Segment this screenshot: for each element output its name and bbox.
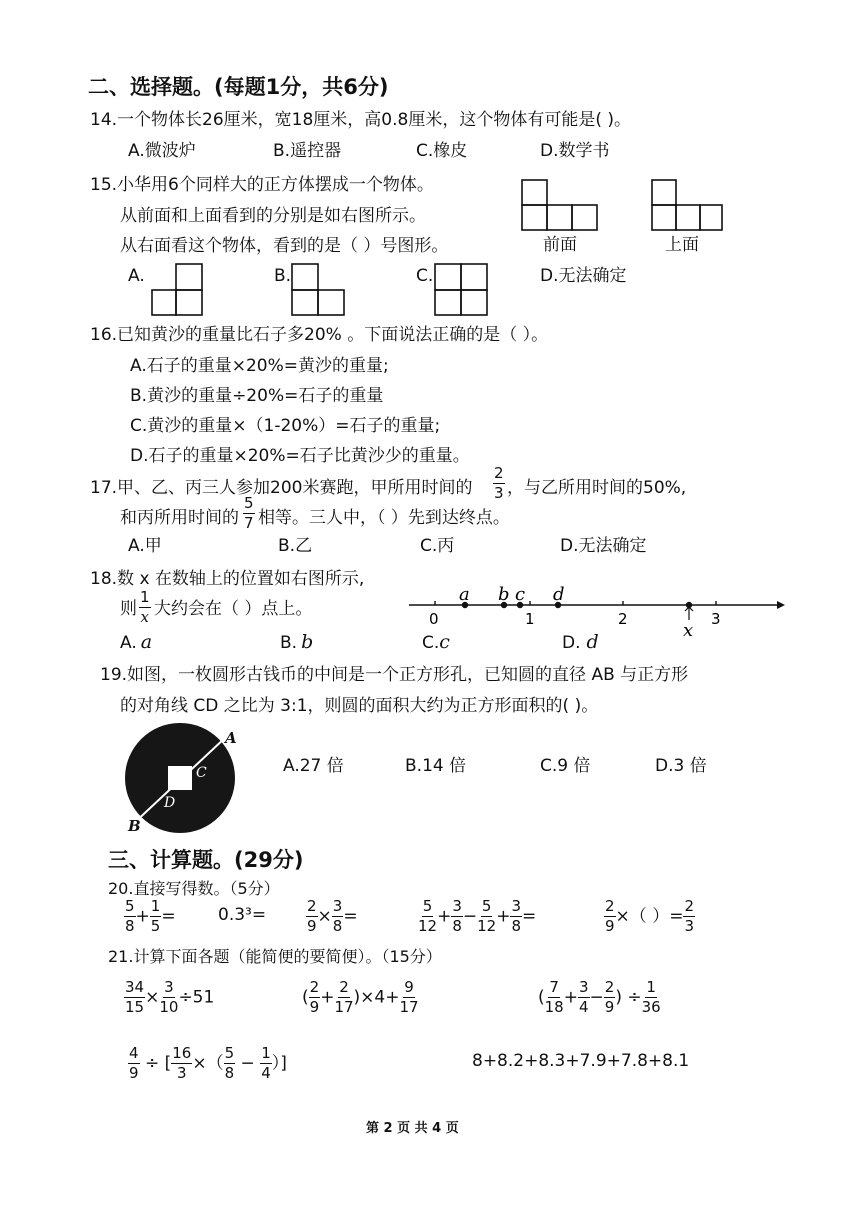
question-19-line2: 的对角线 CD 之比为 3:1，则圆的面积大约为正方形面积的( )。 — [120, 696, 599, 716]
q14-option-d: D.数学书 — [540, 141, 610, 161]
tick-label-3: 3 — [711, 610, 721, 628]
q18-option-b-var: b — [301, 631, 314, 653]
front-view-label: 前面 — [543, 235, 577, 255]
q16-option-a: A.石子的重量×20%=黄沙的重量; — [130, 356, 389, 376]
q18-option-c-var: c — [439, 631, 450, 653]
q18-option-b: B. b — [280, 631, 314, 653]
q20-item-3: $\frac{2}{9}$ × $\frac{3}{8}$ = — [307, 897, 358, 935]
q18-option-d-var: d — [586, 631, 599, 653]
tick-label-1: 1 — [525, 610, 535, 628]
q21-e2-tail: ×4+ — [360, 987, 400, 1008]
q18-frac-numerator: 1 — [140, 588, 150, 606]
q16-option-d: D.石子的重量×20%=石子比黄沙少的重量。 — [130, 446, 470, 466]
q18-option-a: A. a — [120, 631, 153, 653]
q19-option-b: B.14 倍 — [405, 756, 467, 776]
q21-expr-1: $\frac{34}{15}$ × $\frac{3}{10}$ ÷51 — [125, 978, 215, 1016]
label-c: C — [196, 765, 207, 781]
point-label-b: b — [498, 584, 510, 605]
q20-item5-mid: ×（ ）= — [615, 906, 684, 927]
point-label-a: a — [459, 584, 470, 605]
q17-frac2-denominator: 7 — [244, 514, 254, 532]
page-footer: 第 2 页 共 4 页 — [366, 1121, 459, 1136]
q20-item-2: 0.3³= — [218, 905, 267, 925]
q19-option-a: A.27 倍 — [283, 756, 344, 776]
q19-option-d: D.3 倍 — [655, 756, 707, 776]
point-label-x: x — [683, 620, 694, 641]
q15-option-b-figure — [290, 262, 350, 318]
q15-option-d: D.无法确定 — [540, 266, 627, 286]
q18-option-c: C.c — [422, 631, 450, 653]
section-title-calc: 三、计算题。(29分) — [108, 848, 304, 872]
tick-label-0: 0 — [429, 610, 439, 628]
q15-option-a: A. — [128, 266, 145, 286]
tick-label-2: 2 — [618, 610, 628, 628]
q20-item-1: $\frac{5}{8}$ + $\frac{1}{5}$ = — [125, 897, 176, 935]
label-b: B — [128, 817, 141, 835]
question-18-stem: 18.数 x 在数轴上的位置如右图所示, — [90, 569, 365, 589]
q15-option-c-figure — [433, 262, 493, 318]
question-14-stem: 14.一个物体长26厘米，宽18厘米，高0.8厘米，这个物体有可能是( )。 — [90, 110, 632, 130]
q17-fraction-two-thirds — [493, 466, 505, 501]
q14-option-b: B.遥控器 — [273, 141, 342, 161]
q18-option-d: D. d — [562, 631, 599, 653]
q20-item-4: $\frac{5}{12}$ + $\frac{3}{8}$ − $\frac{5}{12}$ + $\frac{3}{8}$ = — [418, 897, 537, 935]
question-21-title: 21.计算下面各题（能简便的要简便）。（15分） — [108, 947, 442, 966]
q21-expr-4: $\frac{4}{9}$ ÷ [ $\frac{16}{3}$ ×（ $\frac{5}{8}$ − $\frac{1}{4}$ ）] — [129, 1044, 287, 1082]
q17-frac1-denominator: 3 — [494, 484, 504, 502]
point-label-c: c — [515, 584, 526, 605]
q17-option-d: D.无法确定 — [560, 536, 647, 556]
q16-option-c: C.黄沙的重量×（1-20%）=石子的重量; — [130, 416, 441, 436]
q18-option-a-var: a — [140, 631, 153, 653]
question-19-line1: 19.如图，一枚圆形古钱币的中间是一个正方形孔，已知圆的直径 AB 与正方形 — [100, 665, 689, 685]
question-17-stem-b: ，与乙所用时间的50%, — [507, 478, 687, 498]
question-17-stem-d: 相等。三人中，（ ）先到达终点。 — [258, 508, 510, 528]
top-view-label: 上面 — [665, 235, 699, 255]
q15-option-a-figure — [150, 262, 210, 318]
coin-figure — [118, 725, 248, 840]
q19-option-c: C.9 倍 — [540, 756, 591, 776]
point-label-d: d — [553, 584, 565, 605]
q14-option-a: A.微波炉 — [128, 141, 196, 161]
question-20-title: 20.直接写得数。（5分） — [108, 879, 280, 898]
q17-option-b: B.乙 — [278, 536, 313, 556]
q18-frac-denominator: x — [140, 608, 149, 626]
q21-expr-5: 8+8.2+8.3+7.9+7.8+8.1 — [472, 1051, 690, 1071]
front-view-figure — [520, 178, 620, 232]
question-15-line3: 从右面看这个物体，看到的是（ ）号图形。 — [120, 236, 449, 256]
question-17-stem-c: 和丙所用时间的 — [120, 508, 239, 528]
question-16-stem: 16.已知黄沙的重量比石子多20% 。下面说法正确的是（ ）。 — [90, 325, 549, 345]
q17-frac2-numerator: 5 — [244, 494, 254, 512]
top-view-figure — [650, 178, 750, 232]
q17-fraction-five-sevenths — [243, 496, 255, 531]
number-line — [405, 580, 785, 640]
q21-expr-3: ( $\frac{7}{18}$ + $\frac{3}{4}$ − $\frac{2}{9}$ ) ÷ $\frac{1}{36}$ — [538, 978, 661, 1016]
q18-fraction-one-over-x — [139, 590, 151, 625]
q20-item-5: $\frac{2}{9}$ ×（ ）= $\frac{2}{3}$ — [605, 897, 694, 935]
section-title: 二、选择题。(每题1分，共6分) — [88, 75, 389, 99]
q21-e1-tail: ÷51 — [178, 987, 215, 1008]
q15-option-c: C. — [416, 266, 434, 286]
question-15-line1: 15.小华用6个同样大的正方体摆成一个物体。 — [90, 175, 434, 195]
question-15-line2: 从前面和上面看到的分别是如右图所示。 — [120, 206, 426, 226]
question-17-stem-a: 17.甲、乙、丙三人参加200米赛跑，甲所用时间的 — [90, 478, 473, 498]
question-18-then-b: 大约会在（ ）点上。 — [154, 599, 313, 619]
q14-option-c: C.橡皮 — [416, 141, 468, 161]
q17-frac1-numerator: 2 — [494, 464, 504, 482]
q17-option-c: C.丙 — [420, 536, 455, 556]
q21-expr-2: ( $\frac{2}{9}$ + $\frac{2}{17}$ )×4+ $\frac{9}{17}$ — [302, 978, 419, 1016]
q15-option-b: B. — [274, 266, 292, 286]
label-d: D — [164, 795, 176, 811]
label-a: A — [225, 729, 237, 747]
question-18-then: 则 — [120, 599, 137, 619]
q16-option-b: B.黄沙的重量÷20%=石子的重量 — [130, 386, 384, 406]
q17-option-a: A.甲 — [128, 536, 162, 556]
